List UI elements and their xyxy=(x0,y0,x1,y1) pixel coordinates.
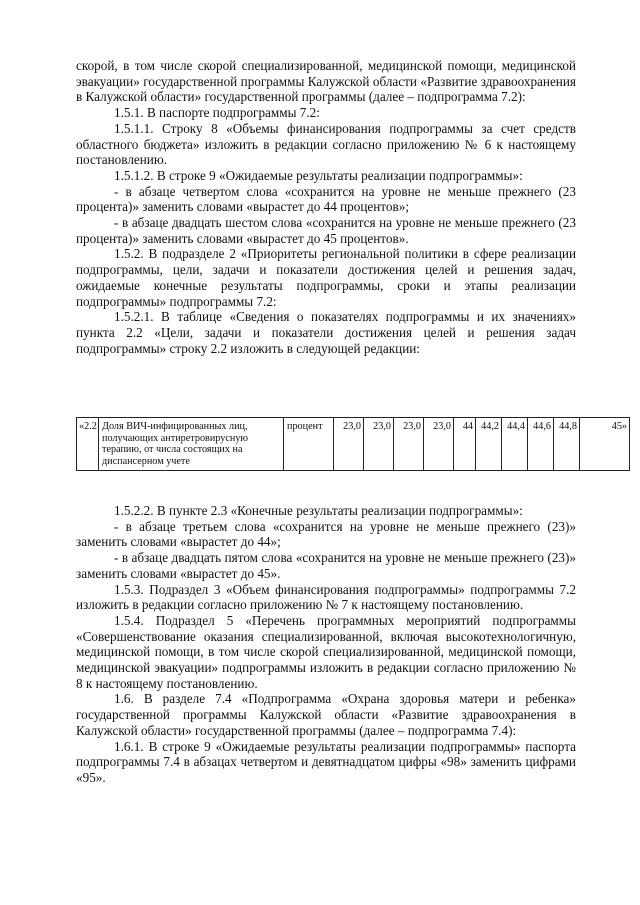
paragraph: 1.6. В разделе 7.4 «Подпрограмма «Охрана здоровья матери и ребенка» государственной программы Калужской области «Развитие здравоохранения в Калужской области» государственной программы (далее – подпрограмма 7.4): xyxy=(76,691,576,738)
value-cell: 23,0 xyxy=(424,418,454,471)
paragraph: - в абзаце двадцать пятом слова «сохранится на уровне не меньше прежнего (23)» заменить словами «вырастет до 45». xyxy=(76,550,576,581)
value-cell: 45» xyxy=(580,418,630,471)
value-cell: 44,2 xyxy=(476,418,502,471)
value-cell: 44,4 xyxy=(502,418,528,471)
value-cell: 44,8 xyxy=(554,418,580,471)
value-cell: 44,6 xyxy=(528,418,554,471)
indicator-label: Доля ВИЧ-инфицированных лиц, получающих антиретровирусную терапию, от числа состоящих на диспансерном учете xyxy=(99,418,284,471)
value-cell: 23,0 xyxy=(334,418,364,471)
paragraph: 1.5.4. Подраздел 5 «Перечень программных мероприятий подпрограммы «Совершенствование оказания специализированной, включая высокотехнологичную, медицинской помощи, в том числе скорой специализированной, медицинской помощи, медицинской эвакуации» подпрограммы изложить в редакции согласно приложению № 8 к настоящему постановлению. xyxy=(76,612,576,691)
text-section-bottom xyxy=(76,503,576,786)
paragraph: 1.5.1.2. В строке 9 «Ожидаемые результаты реализации подпрограммы»: xyxy=(114,167,523,183)
paragraph: - в абзаце четвертом слова «сохранится на уровне не меньше прежнего (23 процента)» заменить словами «вырастет до 44 процентов»; xyxy=(76,183,576,215)
table-row xyxy=(77,418,630,471)
indicator-table xyxy=(76,417,630,471)
paragraph: 1.5.1.1. Строку 8 «Объемы финансирования подпрограммы за счет средств областного бюджета» изложить в редакции согласно приложению № 6 к настоящему постановлению. xyxy=(76,120,576,168)
paragraph: 1.5.2.2. В пункте 2.3 «Конечные результаты реализации подпрограммы»: xyxy=(114,503,523,518)
value-cell: 23,0 xyxy=(394,418,424,471)
paragraph: 1.5.2. В подразделе 2 «Приоритеты региональной политики в сфере реализации подпрограммы, цели, задачи и показатели достижения целей и решения задач, ожидаемые конечные результаты подпрограммы, сроки и этапы реализации подпрограммы» подпрограммы 7.2: xyxy=(76,246,576,309)
paragraph: 1.5.1. В паспорте подпрограммы 7.2: xyxy=(114,105,320,121)
text-section-top xyxy=(76,58,576,356)
unit-cell: процент xyxy=(284,418,334,471)
paragraph: скорой, в том числе скорой специализированной, медицинской помощи, медицинской эвакуации» государственной программы Калужской области «Развитие здравоохранения в Калужской области» государственной программы (далее – подпрограмма 7.2): xyxy=(76,58,576,105)
paragraph: 1.5.3. Подраздел 3 «Объем финансирования подпрограммы» подпрограммы 7.2 изложить в редакции согласно приложению № 7 к настоящему постановлению. xyxy=(76,581,576,613)
row-number: «2.2 xyxy=(77,418,99,471)
paragraph: - в абзаце двадцать шестом слова «сохранится на уровне не меньше прежнего (23 процента)» заменить словами «вырастет до 45 процентов». xyxy=(76,215,576,246)
paragraph: 1.6.1. В строке 9 «Ожидаемые результаты реализации подпрограммы» паспорта подпрограммы 7.4 в абзацах четвертом и девятнадцатом цифры «98» заменить цифрами «95». xyxy=(76,738,576,785)
value-cell: 23,0 xyxy=(364,418,394,471)
value-cell: 44 xyxy=(454,418,476,471)
paragraph: - в абзаце третьем слова «сохранится на уровне не меньше прежнего (23)» заменить словами «вырастет до 44»; xyxy=(76,518,576,550)
paragraph: 1.5.2.1. В таблице «Сведения о показателях подпрограммы и их значениях» пункта 2.2 «Цели, задачи и показатели достижения целей и решения задач подпрограммы» строку 2.2 изложить в следующей редакции: xyxy=(76,309,576,356)
